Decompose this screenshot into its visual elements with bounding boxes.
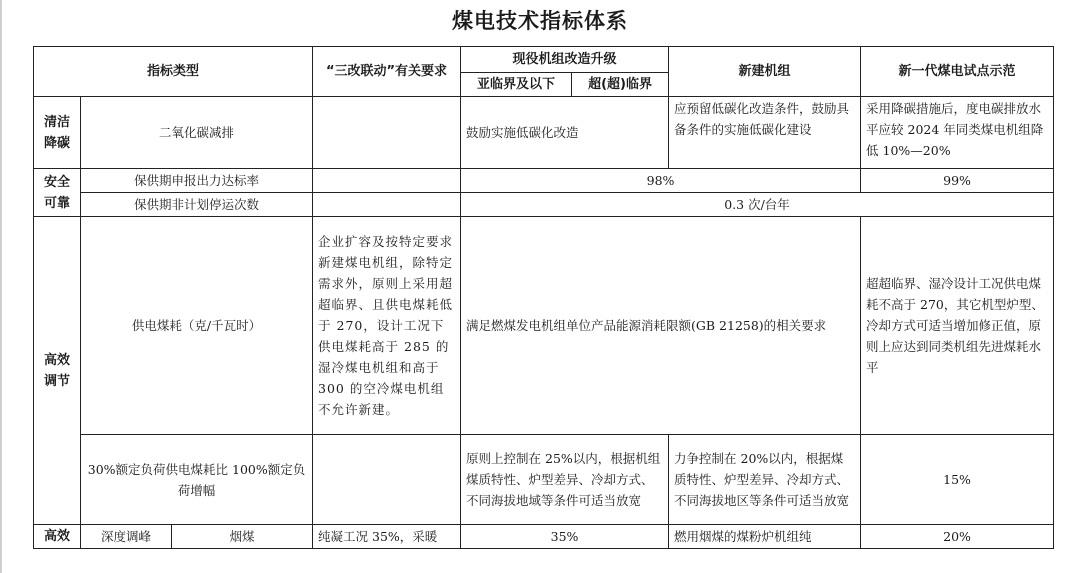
cell-deep-new-units: 燃用烟煤的煤粉炉机组纯 [669,525,861,549]
row-deep-peak [34,525,1054,549]
indicator-table [33,46,1054,549]
cell-clean-new-gen: 采用降碳措施后，度电碳排放水平应较 2024 年同类煤电机组降低 10%—20% [861,97,1054,169]
cell-efficient1-three-reform: 企业扩容及按特定要求新建煤电机组，除特定需求外，原则上采用超超临界、且供电煤耗低于 270，设计工况下供电煤耗高于 285 的湿冷煤电机组和高于 300 的空冷煤电机组不允许新建。 [313,217,461,435]
header-supercritical: 超(超)临界 [572,73,669,97]
row-efficient-1 [34,217,1054,435]
cell-clean-existing: 鼓励实施低碳化改造 [461,97,669,169]
header-existing-upgrade: 现役机组改造升级 [461,47,669,73]
category-clean-carbon: 清洁降碳 [34,97,81,169]
header-new-units: 新建机组 [669,47,861,97]
category-efficient-2: 高效 [34,525,81,549]
cell-efficient2-existing: 原则上控制在 25%以内，根据机组煤质特性、炉型差异、冷却方式、不同海拔地域等条件可适当放宽 [461,435,669,525]
cell-safety1-value: 98% [461,169,861,193]
cell-safety1-new-gen: 99% [861,169,1054,193]
cell-safety2-value: 0.3 次/台年 [461,193,1054,217]
cell-safety2-three-reform [313,193,461,217]
cell-deep-three-reform: 纯凝工况 35%，采暖 [313,525,461,549]
cell-efficient2-three-reform [313,435,461,525]
indicator-deep-peak: 深度调峰 [81,525,172,549]
cell-efficient1-value: 满足燃煤发电机组单位产品能源消耗限额(GB 21258)的相关要求 [461,217,861,435]
category-safety: 安全可靠 [34,169,81,217]
row-safety-2 [34,193,1054,217]
indicator-unplanned-outage: 保供期非计划停运次数 [81,193,313,217]
header-new-gen-demo: 新一代煤电试点示范 [861,47,1054,97]
header-indicator-type: 指标类型 [34,47,313,97]
header-three-reform: “三改联动”有关要求 [313,47,461,97]
page-left-edge [0,0,2,573]
cell-safety1-three-reform [313,169,461,193]
header-row-1 [34,47,1054,73]
cell-clean-new-units: 应预留低碳化改造条件，鼓励具备条件的实施低碳化建设 [669,97,861,169]
indicator-coal-consumption: 供电煤耗（克/千瓦时） [81,217,313,435]
indicator-output-rate: 保供期申报出力达标率 [81,169,313,193]
cell-efficient1-new-gen: 超超临界、湿冷设计工况供电煤耗不高于 270，其它机型炉型、冷却方式可适当增加修正值，原则上应达到同类机组先进煤耗水平 [861,217,1054,435]
cell-deep-existing: 35% [461,525,669,549]
indicator-low-load-increase: 30%额定负荷供电煤耗比 100%额定负荷增幅 [81,435,313,525]
indicator-co2-reduction: 二氧化碳减排 [81,97,313,169]
row-efficient-2 [34,435,1054,525]
cell-efficient2-new-units: 力争控制在 20%以内，根据煤质特性、炉型差异、冷却方式、不同海拔地区等条件可适当放宽 [669,435,861,525]
cell-efficient2-new-gen: 15% [861,435,1054,525]
row-safety-1 [34,169,1054,193]
category-efficient: 高效调节 [34,217,81,525]
cell-clean-three-reform [313,97,461,169]
header-subcritical: 亚临界及以下 [461,73,572,97]
row-clean-carbon [34,97,1054,169]
cell-deep-new-gen: 20% [861,525,1054,549]
indicator-bituminous: 烟煤 [172,525,313,549]
page-title: 煤电技术指标体系 [452,8,628,33]
